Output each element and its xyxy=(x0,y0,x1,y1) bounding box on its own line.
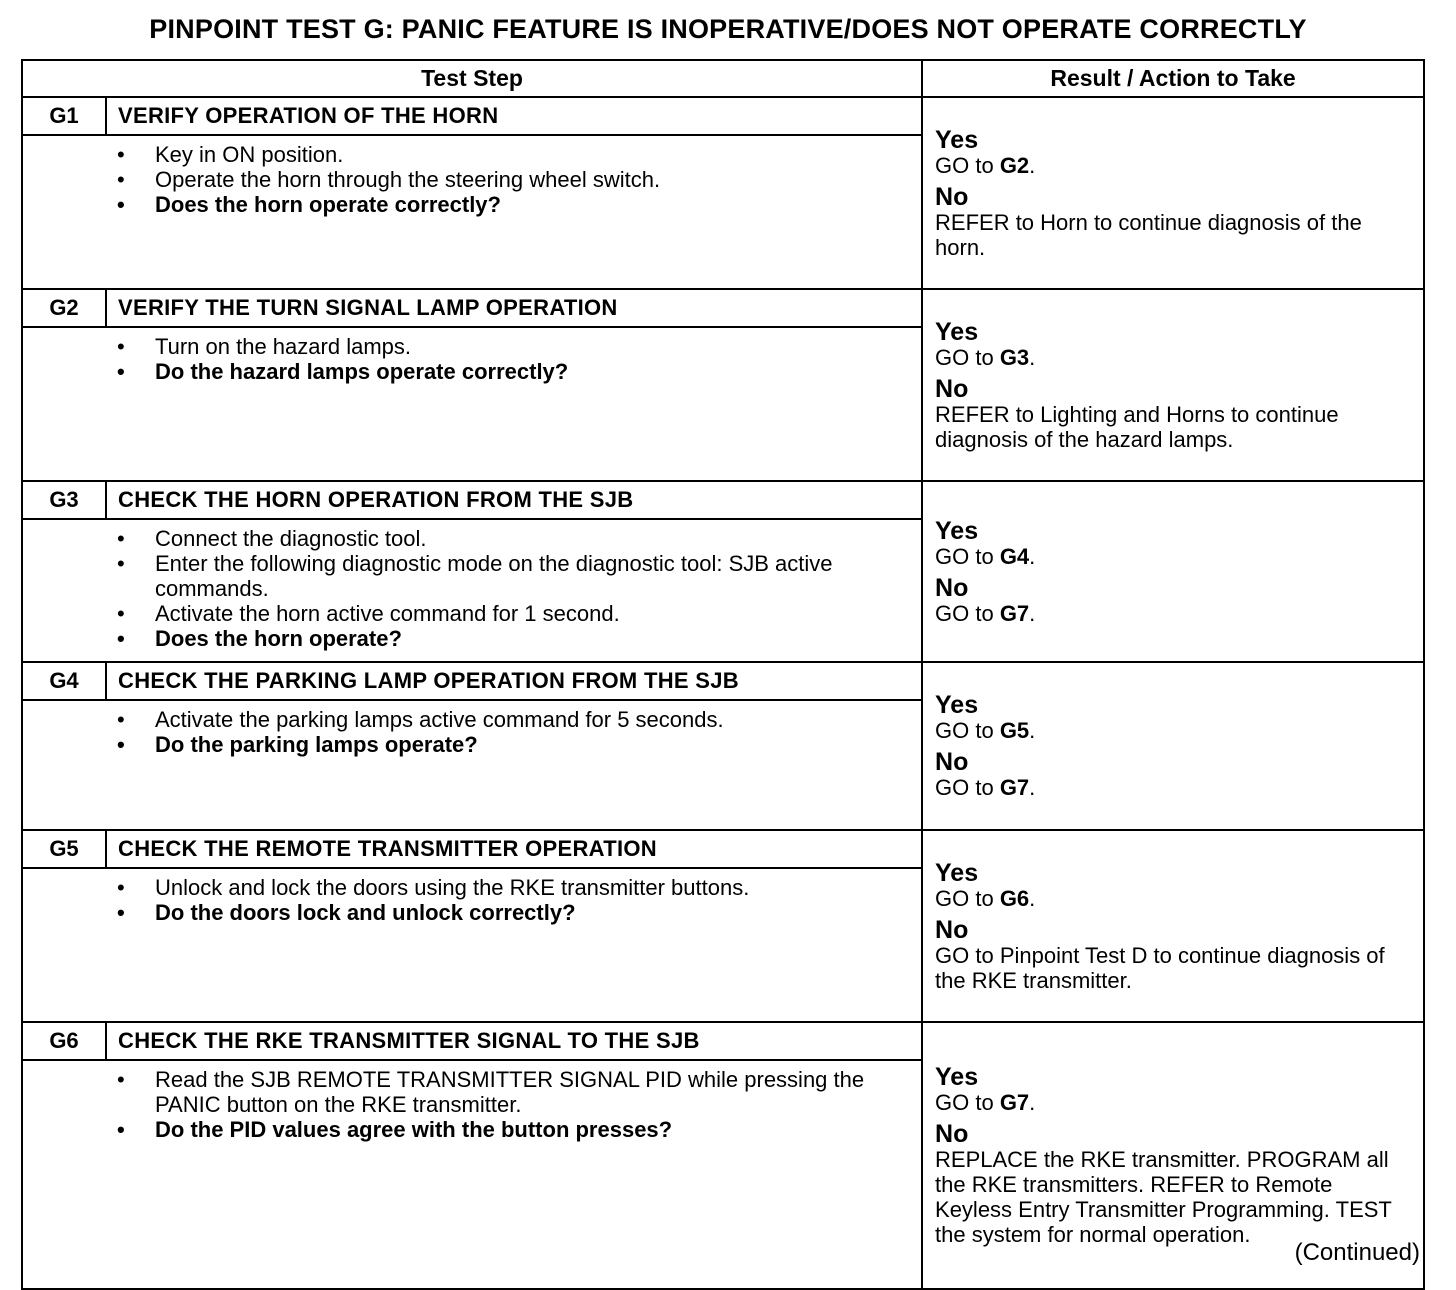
yes-label: Yes xyxy=(935,125,979,154)
instruction-list xyxy=(23,334,911,384)
step-heading-row xyxy=(22,662,1424,700)
yes-action-text: GO to xyxy=(935,543,1000,569)
yes-action-suffix: . xyxy=(1029,152,1036,178)
instruction-list xyxy=(23,707,911,757)
no-label: No xyxy=(935,573,969,602)
instruction-list xyxy=(23,142,911,217)
no-action xyxy=(935,601,1415,626)
step-id: G6 xyxy=(22,1022,106,1060)
step-instructions xyxy=(22,519,922,662)
yes-label: Yes xyxy=(935,691,979,719)
step-question: • Do the doors lock and unlock correctly? xyxy=(23,900,911,925)
no-target-step: G7 xyxy=(999,775,1030,800)
step-heading-row xyxy=(22,830,1424,868)
no-action xyxy=(935,210,1415,260)
step-question: • Do the hazard lamps operate correctly? xyxy=(23,359,911,384)
yes-action-suffix: . xyxy=(1029,1090,1036,1115)
yes-action xyxy=(935,345,1415,370)
step-heading-row xyxy=(22,481,1424,519)
yes-action-text: GO to xyxy=(935,1090,1000,1115)
instruction-list xyxy=(23,875,911,925)
step-heading: VERIFY THE TURN SIGNAL LAMP OPERATION xyxy=(106,289,922,327)
continued-note: (Continued) xyxy=(1294,1239,1420,1266)
step-instructions xyxy=(22,327,922,481)
yes-action-suffix: . xyxy=(1029,543,1036,569)
no-action-text: REPLACE the RKE transmitter. PROGRAM all the RKE transmitters. REFER to Remote Keyless Entry Transmitter Programming. TEST the system for normal operation. xyxy=(935,1147,1392,1247)
step-heading: VERIFY OPERATION OF THE HORN xyxy=(106,97,922,135)
step-instruction: • Unlock and lock the doors using the RKE transmitter buttons. xyxy=(23,875,911,900)
no-action-text: GO to xyxy=(935,600,1000,626)
step-id: G2 xyxy=(22,289,106,327)
table-header-row xyxy=(22,60,1424,97)
yes-action xyxy=(935,886,1415,911)
instruction-list xyxy=(23,1067,911,1142)
yes-action-text: GO to xyxy=(935,344,1000,370)
step-result xyxy=(922,481,1424,662)
step-instruction: • Activate the parking lamps active command for 5 seconds. xyxy=(23,707,911,732)
yes-target-step: G5 xyxy=(999,718,1030,743)
yes-action-text: GO to xyxy=(935,718,1000,743)
step-id: G1 xyxy=(22,97,106,135)
yes-target-step: G7 xyxy=(999,1090,1030,1115)
page-title: PINPOINT TEST G: PANIC FEATURE IS INOPERATIVE/DOES NOT OPERATE CORRECTLY xyxy=(149,14,1307,44)
step-result xyxy=(922,830,1424,1022)
yes-action xyxy=(935,718,1415,743)
step-heading-row xyxy=(22,1022,1424,1060)
yes-target-step: G3 xyxy=(999,344,1030,370)
step-instruction: • Operate the horn through the steering wheel switch. xyxy=(23,167,911,192)
step-question: • Do the PID values agree with the button presses? xyxy=(23,1117,911,1142)
step-instruction: • Turn on the hazard lamps. xyxy=(23,334,911,359)
no-action-text: REFER to Lighting and Horns to continue diagnosis of the hazard lamps. xyxy=(935,401,1339,452)
no-label: No xyxy=(935,915,969,944)
step-instructions xyxy=(22,1060,922,1289)
step-heading: CHECK THE REMOTE TRANSMITTER OPERATION xyxy=(106,830,922,868)
yes-label: Yes xyxy=(935,317,979,346)
no-label: No xyxy=(935,748,969,776)
yes-action xyxy=(935,1090,1415,1115)
yes-target-step: G4 xyxy=(999,543,1030,569)
result-header: Result / Action to Take xyxy=(922,60,1424,97)
yes-label: Yes xyxy=(935,1063,979,1091)
no-action xyxy=(935,1147,1415,1247)
step-instruction: • Key in ON position. xyxy=(23,142,911,167)
yes-label: Yes xyxy=(935,516,979,545)
yes-action-suffix: . xyxy=(1029,885,1036,911)
step-id: G3 xyxy=(22,481,106,519)
step-result xyxy=(922,289,1424,481)
yes-action-text: GO to xyxy=(935,152,1000,178)
step-result xyxy=(922,97,1424,289)
no-action-text: GO to Pinpoint Test D to continue diagnosis of the RKE transmitter. xyxy=(935,942,1385,993)
yes-action-suffix: . xyxy=(1029,344,1036,370)
pinpoint-test-table xyxy=(21,59,1425,1290)
yes-target-step: G2 xyxy=(999,152,1030,178)
step-heading: CHECK THE RKE TRANSMITTER SIGNAL TO THE SJB xyxy=(106,1022,922,1060)
step-instruction: • Read the SJB REMOTE TRANSMITTER SIGNAL PID while pressing the PANIC button on the RKE transmitter. xyxy=(23,1067,911,1117)
no-label: No xyxy=(935,1120,969,1148)
no-action-suffix: . xyxy=(1029,600,1036,626)
no-action-suffix: . xyxy=(1029,775,1036,800)
no-action xyxy=(935,775,1415,800)
step-question: • Does the horn operate correctly? xyxy=(23,192,911,217)
step-instructions xyxy=(22,135,922,289)
no-target-step: G7 xyxy=(999,600,1030,626)
step-instruction: • Activate the horn active command for 1 second. xyxy=(23,601,911,626)
no-action xyxy=(935,943,1415,993)
yes-action xyxy=(935,153,1415,178)
step-heading: CHECK THE PARKING LAMP OPERATION FROM THE SJB xyxy=(106,662,922,700)
step-instruction: • Connect the diagnostic tool. xyxy=(23,526,911,551)
step-heading-row xyxy=(22,289,1424,327)
steps-body xyxy=(22,97,1424,1289)
step-question: • Does the horn operate? xyxy=(23,626,911,651)
yes-action-suffix: . xyxy=(1029,718,1036,743)
no-action-text: REFER to Horn to continue diagnosis of the horn. xyxy=(935,209,1362,260)
step-result xyxy=(922,662,1424,830)
step-question: • Do the parking lamps operate? xyxy=(23,732,911,757)
step-heading: CHECK THE HORN OPERATION FROM THE SJB xyxy=(106,481,922,519)
step-id: G5 xyxy=(22,830,106,868)
step-instructions xyxy=(22,868,922,1022)
no-label: No xyxy=(935,374,969,403)
yes-action-text: GO to xyxy=(935,885,1000,911)
no-label: No xyxy=(935,182,969,211)
step-instructions xyxy=(22,700,922,830)
step-heading-row xyxy=(22,97,1424,135)
no-action-text: GO to xyxy=(935,775,1000,800)
yes-action xyxy=(935,544,1415,569)
instruction-list xyxy=(23,526,911,651)
yes-label: Yes xyxy=(935,858,979,887)
test-step-header: Test Step xyxy=(22,60,922,97)
step-id: G4 xyxy=(22,662,106,700)
step-instruction: • Enter the following diagnostic mode on the diagnostic tool: SJB active commands. xyxy=(23,551,911,601)
yes-target-step: G6 xyxy=(999,885,1030,911)
no-action xyxy=(935,402,1415,452)
